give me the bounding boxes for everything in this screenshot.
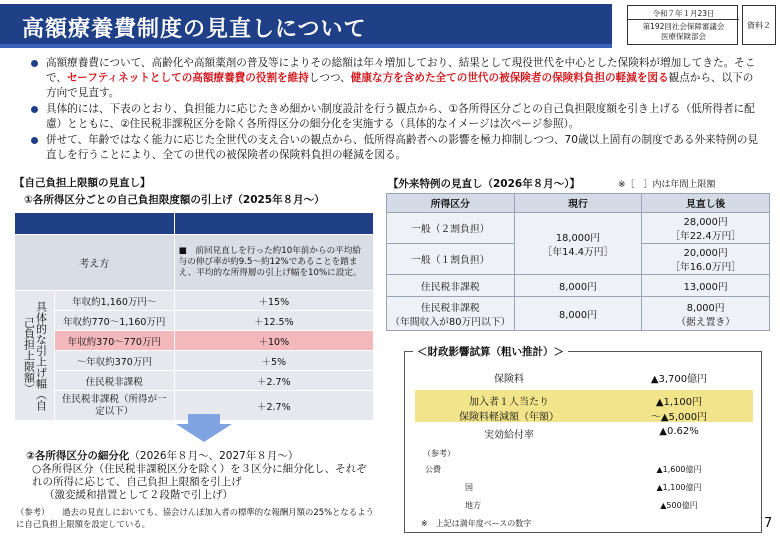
bullet-1-highlight-1: セーフティネットとしての高額療養費の役割を維持 (66, 72, 309, 84)
doc-label: 資料２ (742, 5, 776, 45)
fin-value: ▲500億円 (660, 501, 698, 510)
increase-table-header (15, 213, 374, 235)
meta-org-line1: 第192回社会保障審議会 (642, 22, 725, 31)
think-text: ■ 前回見直しを行った約10年前からの平均給与の伸び率が約9.5〜約12%であることを踏まえ、平均的な所得層の引上げ幅を10%に設定。 (174, 235, 373, 291)
table-row-highlight (15, 331, 374, 351)
row-label: 〜年収約370万円 (54, 351, 174, 371)
row-after: 13,000円 (642, 275, 770, 297)
col-header: 所得区分 (387, 194, 515, 213)
fin-ref-label: （参考） (423, 449, 455, 458)
table-row (15, 351, 374, 371)
row-after (642, 244, 770, 275)
fin-value: ▲1,100億円 (656, 483, 702, 492)
after-annual: ［年16.0万円］ (670, 262, 742, 273)
fin-row-local (415, 500, 753, 514)
phase2-dates: （2026年８月〜、2027年８月〜） (129, 450, 299, 462)
bracket-note: ※［ ］内は年間上限額 (618, 180, 716, 190)
fin-label (415, 393, 603, 423)
right-section-title: 【外来特例の見直し（2026年８月〜）】 (388, 178, 580, 190)
row-label: 住民税非課税（所得が一定以下） (54, 391, 174, 421)
row-label: 住民税非課税 (54, 371, 174, 391)
after-value: 8,000円 (686, 302, 725, 314)
left-section-title: 【自己負担上限額の見直し】 (14, 177, 151, 189)
row-label-line2: （年間収入が80万円以下） (390, 316, 511, 328)
row-value: ＋5% (174, 351, 373, 371)
row-value: ＋12.5% (174, 311, 373, 331)
outpatient-table (386, 193, 770, 331)
row-after (642, 213, 770, 244)
meta-box (627, 5, 738, 45)
finance-title: ＜財政影響試算（粗い推計）＞ (413, 344, 568, 359)
fin-label-line1: 加入者１人当たり (469, 397, 549, 408)
row-value: ＋2.7% (174, 391, 373, 421)
current-annual: ［年14.4万円］ (542, 246, 614, 258)
bullet-3-text: 併せて、年齢ではなく能力に応じた全世代の支え合いの観点から、低所得高齢者への影響を極力抑制しつつ、70歳以上固有の制度である外来特例の見直しを行うことにより、全ての世代の被保険者の保険料負担の軽減を図る。 (46, 134, 759, 161)
table-row (387, 297, 770, 331)
row-value: ＋15% (174, 291, 373, 311)
row-after (642, 297, 770, 331)
bullet-1-part-0: 高額療養費について、高齢化や高額薬剤の普及等によりその総額は年々増加しており、結果として現役世代を中心とした保険料が増加してきた。そこで、 (46, 57, 756, 84)
bullet-2-text: 具体的には、下表のとおり、負担能力に応じたきめ細かい制度設計を行う観点から、①各所得区分ごとの自己負担限度額を引き上げる（低所得者に配慮）とともに、②住民税非課税区分を除く各所得区分の細分化を実施する（具体的なイメージは次ページ参照）。 (46, 103, 755, 130)
fin-label: 保険料 (494, 374, 524, 385)
col-header: 見直し後 (642, 194, 770, 213)
after-value: 28,000円 (683, 217, 728, 228)
bullet-list (30, 56, 760, 164)
current-value: 18,000円 (555, 232, 600, 244)
col-header: 現行 (514, 194, 642, 213)
fin-label: 地方 (465, 501, 481, 510)
fin-value-line2: 〜▲5,000円 (650, 412, 708, 423)
table-row (387, 275, 770, 297)
side-label-text: 具体的な引上げ幅（自己負担上限額） (22, 300, 48, 411)
phase2-heading (26, 450, 376, 463)
fin-label: 公費 (425, 465, 441, 474)
note-label: （参考） (16, 507, 50, 517)
header-cell-left (15, 213, 175, 235)
think-row (15, 235, 374, 291)
after-value: 20,000円 (683, 248, 728, 259)
bullet-1 (30, 56, 760, 101)
fin-value: ▲1,600億円 (656, 465, 702, 474)
meta-divider (628, 19, 739, 20)
down-arrow-icon (176, 424, 232, 442)
fin-footnote: ※ 上記は満年度ベースの数字 (421, 519, 532, 528)
page-title: 高額療養費制度の見直しについて (22, 17, 367, 42)
fin-value: ▲0.62% (659, 426, 699, 437)
fin-value-line1: ▲1,100円 (655, 397, 703, 408)
table-row (15, 311, 374, 331)
row-label (387, 297, 515, 331)
bullet-3 (30, 133, 760, 163)
table-row (15, 371, 374, 391)
phase2-title: ②各所得区分の細分化 (26, 450, 130, 462)
fin-row-nation (415, 482, 753, 496)
reference-note (16, 506, 376, 530)
row-label: 年収約370〜770万円 (54, 331, 174, 351)
row-label: 一般（１割負担） (387, 244, 515, 275)
side-label (15, 291, 55, 421)
title-bar (0, 4, 612, 48)
finance-box (404, 346, 762, 533)
fin-row-premium (415, 370, 753, 388)
row-label: 一般（２割負担） (387, 213, 515, 244)
after-note: （据え置き） (676, 316, 736, 328)
increase-table (14, 212, 374, 421)
think-label: 考え方 (15, 235, 175, 291)
row-current: 8,000円 (514, 275, 642, 297)
fin-label: 国 (465, 483, 473, 492)
row-current-merged (514, 213, 642, 275)
bullet-2 (30, 102, 760, 132)
bullet-1-part-4: 観点から、以下の方向で見直す。 (46, 72, 754, 99)
row-label: 住民税非課税 (387, 275, 515, 297)
left-subtitle: ①各所得区分ごとの自己負担限度額の引上げ（2025年８月〜） (24, 194, 325, 206)
row-value: ＋10% (174, 331, 373, 351)
fin-row-public (415, 464, 753, 478)
fin-row-per-person (415, 390, 753, 422)
row-current: 8,000円 (514, 297, 642, 331)
page-number: 7 (764, 516, 773, 531)
row-label: 年収約1,160万円〜 (54, 291, 174, 311)
fin-label: 実効給付率 (484, 430, 534, 441)
fin-value: ▲3,700億円 (650, 374, 708, 385)
note-text: 過去の見直しにおいても、協会けんぽ加入者の標準的な報酬月額の25%となるように自己負担上限額を設定している。 (16, 507, 374, 529)
phase2-line1: ○各所得区分（住民税非課税区分を除く）を３区分に細分化し、それぞれの所得に応じて、自己負担上限額を引上げ (32, 463, 367, 488)
phase2-line2: （激変緩和措置として２段階で引上げ） (44, 489, 233, 501)
fin-row-ref (415, 448, 753, 462)
row-label: 年収約770〜1,160万円 (54, 311, 174, 331)
phase2-block (26, 450, 376, 502)
meta-date: 令和７年１月23日 (652, 9, 715, 18)
row-value: ＋2.7% (174, 371, 373, 391)
bullet-1-part-2: しつつ、 (308, 72, 351, 84)
header (0, 0, 780, 54)
after-annual: ［年22.4万円］ (670, 231, 742, 242)
row-label-line1: 住民税非課税 (420, 302, 480, 314)
table-row (387, 213, 770, 244)
table-row (15, 291, 374, 311)
header-cell-right (174, 213, 373, 235)
fin-row-benefit (415, 426, 753, 444)
outpatient-header (387, 194, 770, 213)
fin-label-line2: 保険料軽減額（年額） (459, 412, 559, 423)
fin-value (605, 393, 753, 423)
bullet-1-highlight-2: 健康な方を含めた全ての世代の被保険者の保険料負担の軽減を図る (350, 72, 669, 84)
meta-org-line2: 医療保険部会 (661, 32, 706, 41)
